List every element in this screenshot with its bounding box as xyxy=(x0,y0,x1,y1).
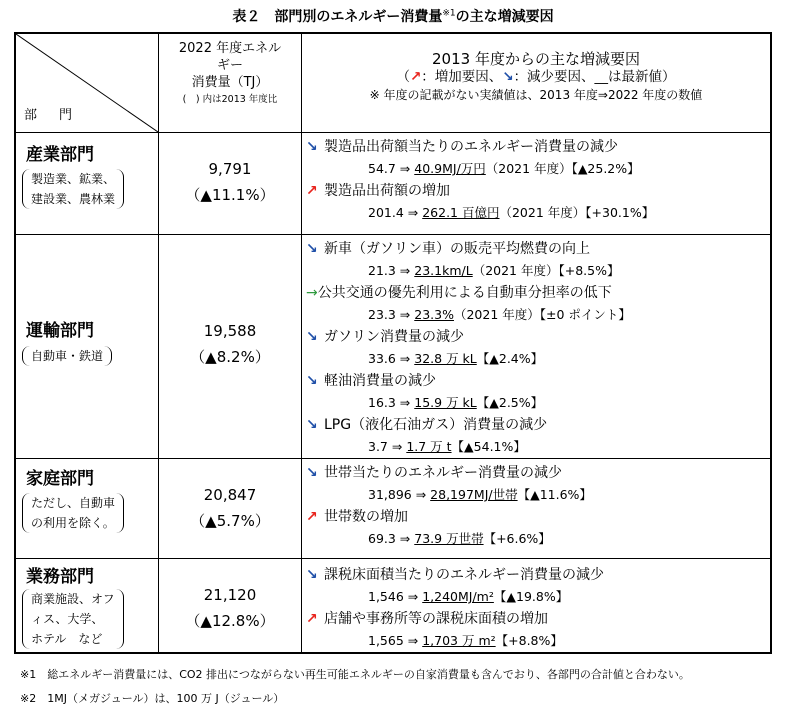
energy-table xyxy=(14,32,772,654)
value-industry: 9,791 （▲11.1%） xyxy=(185,160,275,204)
factors-transport: ↘ 新車（ガソリン車）の販売平均燃費の向上 21.3 ⇒ 23.1km/L（2021 年度）【+8.5%】 →公共交通の優先利用による自動車分担率の低下 23.3 ⇒ 23.3%（2021 年度）【±0 ポイント】 ↘ ガソリン消費量の減少 33.6 ⇒ 32.8 万 kL【▲2.4%】 ↘ 軽油消費量の減少 16.3 ⇒ 15.9 万 kL【▲2.5%】 ↘ LPG（液化石油ガス）消費量の減少 3.7 ⇒ 1.7 万 t【▲54.1%】 xyxy=(306,238,631,458)
value-household: 20,847 （▲5.7%） xyxy=(190,486,270,530)
dept-desc: 商業施設、オフ ィス、大学、 ホテル など xyxy=(22,589,124,649)
footnote-2: ※2 1MJ（メガジュール）は、100 万 J（ジュール） xyxy=(20,692,285,705)
dept-desc: 自動車・鉄道 xyxy=(22,346,112,366)
down-arrow-icon: ↘ xyxy=(502,69,514,85)
up-arrow-icon: ↗ xyxy=(306,509,318,525)
right-arrow-icon: → xyxy=(306,285,318,301)
footnote-1: ※1 総エネルギー消費量には、CO2 排出につながらない再生可能エネルギーの自家消費量も含んでおり、各部門の合計値と合わない。 xyxy=(20,668,690,681)
up-arrow-icon: ↗ xyxy=(306,183,318,199)
down-arrow-icon: ↘ xyxy=(306,139,318,155)
down-arrow-icon: ↘ xyxy=(306,417,318,433)
down-arrow-icon: ↘ xyxy=(306,329,318,345)
factors-household: ↘ 世帯当たりのエネルギー消費量の減少 31,896 ⇒ 28,197MJ/世帯【▲11.6%】 ↗ 世帯数の増加 69.3 ⇒ 73.9 万世帯【+6.6%】 xyxy=(306,462,592,550)
down-arrow-icon: ↘ xyxy=(306,241,318,257)
factors-industry: ↘ 製造品出荷額当たりのエネルギー消費量の減少 54.7 ⇒ 40.9MJ/万円（2021 年度）【▲25.2%】 ↗ 製造品出荷額の増加 201.4 ⇒ 262.1 百億円（2021 年度）【+30.1%】 xyxy=(306,136,654,224)
dept-business: 業務部門 商業施設、オフ ィス、大学、 ホテル など xyxy=(16,562,158,649)
value-transport: 19,588 （▲8.2%） xyxy=(190,322,270,366)
dept-desc: ただし、自動車 の利用を除く。 xyxy=(22,493,124,533)
factors-business: ↘ 課税床面積当たりのエネルギー消費量の減少 1,546 ⇒ 1,240MJ/m²【▲19.8%】 ↗ 店舗や事務所等の課税床面積の増加 1,565 ⇒ 1,703 万 m²【+8.8%】 xyxy=(306,564,604,652)
dept-household: 家庭部門 ただし、自動車 の利用を除く。 xyxy=(16,464,158,533)
down-arrow-icon: ↘ xyxy=(306,567,318,583)
value-business: 21,120 （▲12.8%） xyxy=(185,586,275,630)
dept-industry: 産業部門 製造業、鉱業、 建設業、農林業 xyxy=(16,140,158,209)
down-arrow-icon: ↘ xyxy=(306,465,318,481)
dept-transport: 運輸部門 自動車・鉄道 xyxy=(16,316,158,366)
header-factors: 2013 年度からの主な増減要因 （↗：増加要因、↘：減少要因、__は最新値） ※ 年度の記載がない実績値は、2013 年度⇒2022 年度の数値 xyxy=(369,50,703,102)
up-arrow-icon: ↗ xyxy=(409,69,422,85)
header-dept: 部門 xyxy=(24,108,95,123)
dept-desc: 製造業、鉱業、 建設業、農林業 xyxy=(22,169,124,209)
table-title: 表２ 部門別のエネルギー消費量$^{※1}$の主な増減要因 xyxy=(232,8,554,25)
header-consumption: 2022 年度エネル ギー 消費量（TJ） ( ) 内は2013 年度比 xyxy=(178,41,282,105)
down-arrow-icon: ↘ xyxy=(306,373,318,389)
up-arrow-icon: ↗ xyxy=(306,611,318,627)
